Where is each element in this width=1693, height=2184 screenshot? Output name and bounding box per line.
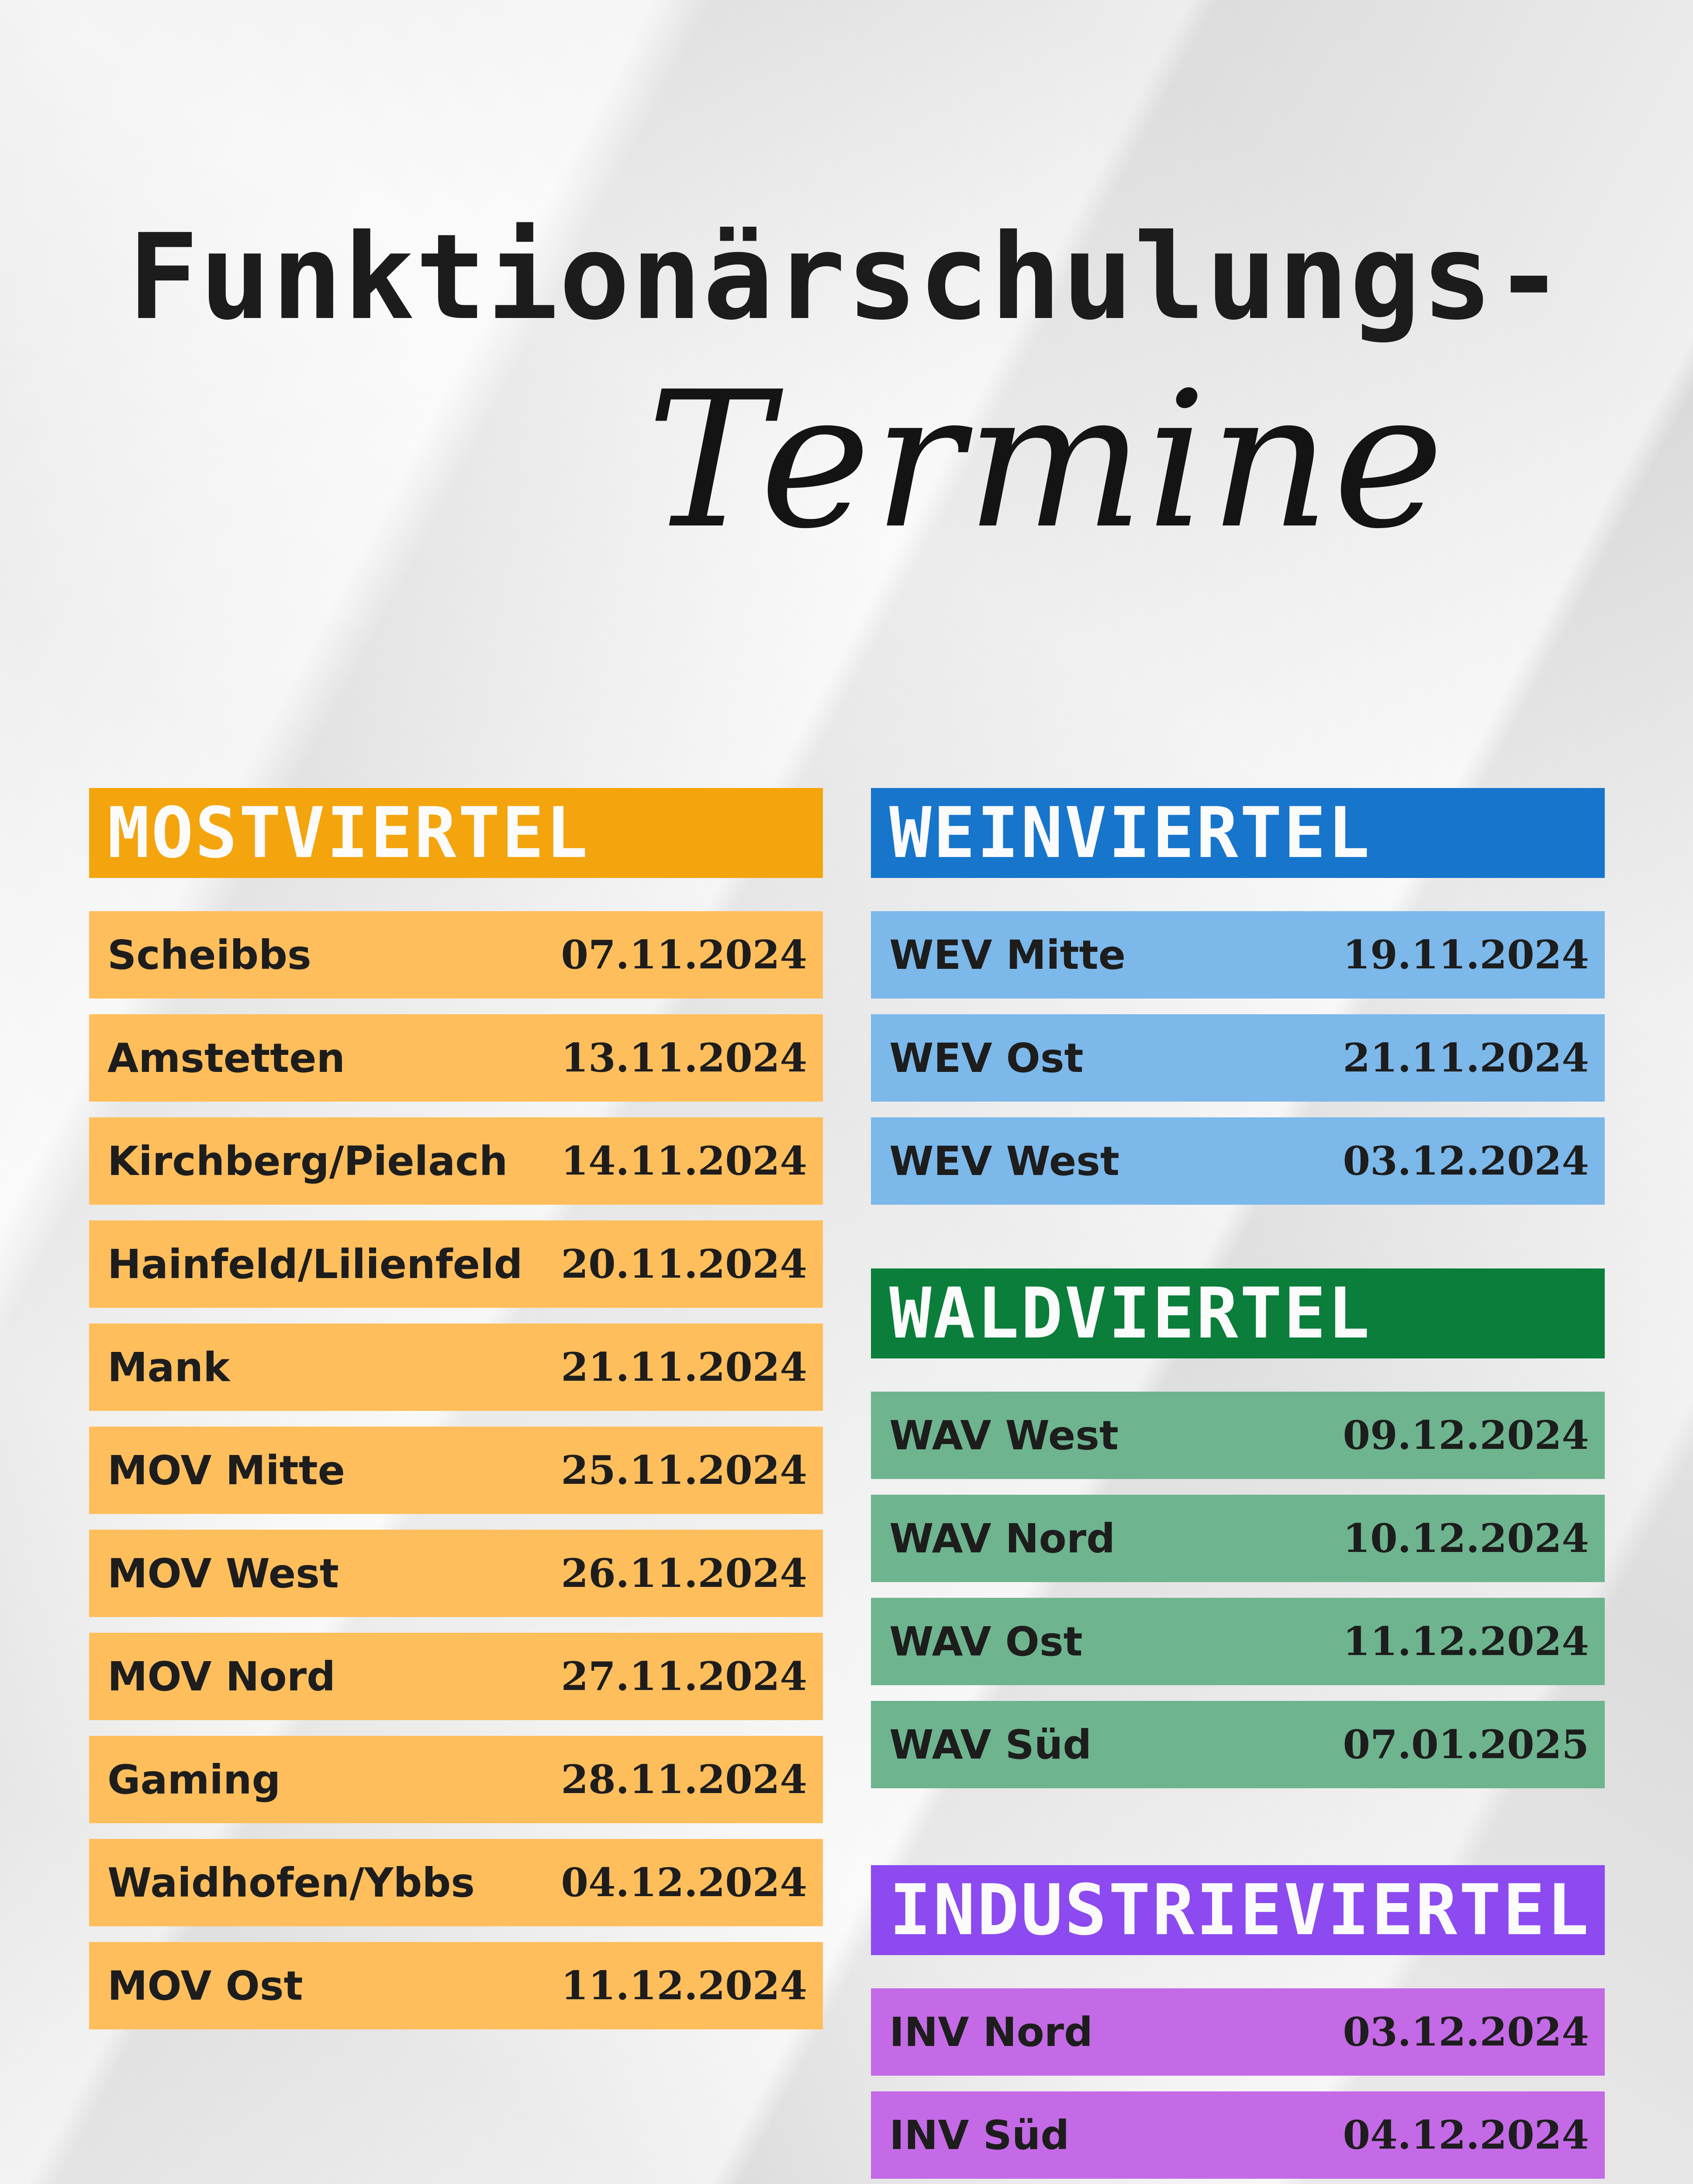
date-label: 04.12.2024 — [1343, 2112, 1589, 2158]
location-label: Kirchberg/Pielach — [107, 1137, 508, 1185]
list-item — [871, 2091, 1605, 2179]
date-label: 03.12.2024 — [1343, 2009, 1589, 2055]
date-label: 27.11.2024 — [561, 1653, 807, 1700]
location-label: WAV Ost — [889, 1618, 1083, 1665]
date-label: 19.11.2024 — [1343, 932, 1589, 978]
location-label: Amstetten — [107, 1034, 346, 1082]
section-industrieviertel — [871, 1865, 1605, 2179]
list-item — [89, 1014, 823, 1102]
page-subtitle: Termine — [646, 352, 1447, 570]
date-label: 14.11.2024 — [561, 1138, 807, 1184]
location-label: Hainfeld/Lilienfeld — [107, 1241, 523, 1288]
list-item — [871, 1117, 1605, 1205]
list-item — [871, 1014, 1605, 1102]
date-label: 25.11.2024 — [561, 1447, 807, 1493]
list-waldviertel — [871, 1392, 1605, 1788]
location-label: Gaming — [107, 1756, 281, 1803]
date-label: 07.11.2024 — [561, 932, 807, 978]
list-item — [89, 911, 823, 999]
section-waldviertel — [871, 1268, 1605, 1788]
list-item — [871, 1495, 1605, 1582]
location-label: WEV West — [889, 1137, 1119, 1185]
list-item — [871, 1701, 1605, 1788]
section-header-waldviertel: WALDVIERTEL — [871, 1268, 1605, 1358]
list-item — [871, 1988, 1605, 2076]
list-item — [89, 1942, 823, 2029]
location-label: WAV Süd — [889, 1721, 1092, 1768]
date-label: 21.11.2024 — [561, 1344, 807, 1390]
section-header-mostviertel: MOSTVIERTEL — [89, 788, 823, 878]
date-label: 21.11.2024 — [1343, 1035, 1589, 1081]
section-mostviertel — [89, 788, 823, 2029]
list-item — [871, 911, 1605, 999]
list-item — [871, 1598, 1605, 1685]
list-item — [871, 1392, 1605, 1479]
location-label: INV Nord — [889, 2008, 1093, 2056]
date-label: 09.12.2024 — [1343, 1412, 1589, 1458]
date-label: 11.12.2024 — [561, 1963, 807, 2009]
list-item — [89, 1839, 823, 1926]
date-label: 03.12.2024 — [1343, 1138, 1589, 1184]
location-label: WEV Ost — [889, 1034, 1084, 1082]
page-title: Funktionärschulungs- — [128, 208, 1565, 346]
list-item — [89, 1220, 823, 1308]
date-label: 28.11.2024 — [561, 1756, 807, 1803]
location-label: MOV Mitte — [107, 1447, 345, 1494]
date-label: 10.12.2024 — [1343, 1515, 1589, 1562]
date-label: 11.12.2024 — [1343, 1618, 1589, 1665]
location-label: WAV West — [889, 1412, 1119, 1459]
list-industrieviertel — [871, 1988, 1605, 2179]
list-item — [89, 1324, 823, 1411]
list-mostviertel — [89, 911, 823, 2029]
list-item — [89, 1736, 823, 1823]
location-label: Scheibbs — [107, 931, 311, 978]
date-label: 20.11.2024 — [561, 1241, 807, 1287]
list-item — [89, 1633, 823, 1720]
location-label: MOV West — [107, 1550, 339, 1597]
list-weinviertel — [871, 911, 1605, 1205]
date-label: 07.01.2025 — [1343, 1721, 1589, 1768]
location-label: WAV Nord — [889, 1515, 1115, 1562]
date-label: 26.11.2024 — [561, 1550, 807, 1597]
section-weinviertel — [871, 788, 1605, 1205]
date-label: 04.12.2024 — [561, 1859, 807, 1906]
section-header-industrieviertel: INDUSTRIEVIERTEL — [871, 1865, 1605, 1955]
section-header-weinviertel: WEINVIERTEL — [871, 788, 1605, 878]
date-label: 13.11.2024 — [561, 1035, 807, 1081]
location-label: MOV Ost — [107, 1962, 303, 2009]
location-label: MOV Nord — [107, 1653, 335, 1700]
location-label: INV Süd — [889, 2111, 1070, 2159]
list-item — [89, 1427, 823, 1514]
location-label: Mank — [107, 1344, 230, 1391]
location-label: WEV Mitte — [889, 931, 1126, 978]
list-item — [89, 1530, 823, 1617]
list-item — [89, 1117, 823, 1205]
location-label: Waidhofen/Ybbs — [107, 1859, 475, 1906]
